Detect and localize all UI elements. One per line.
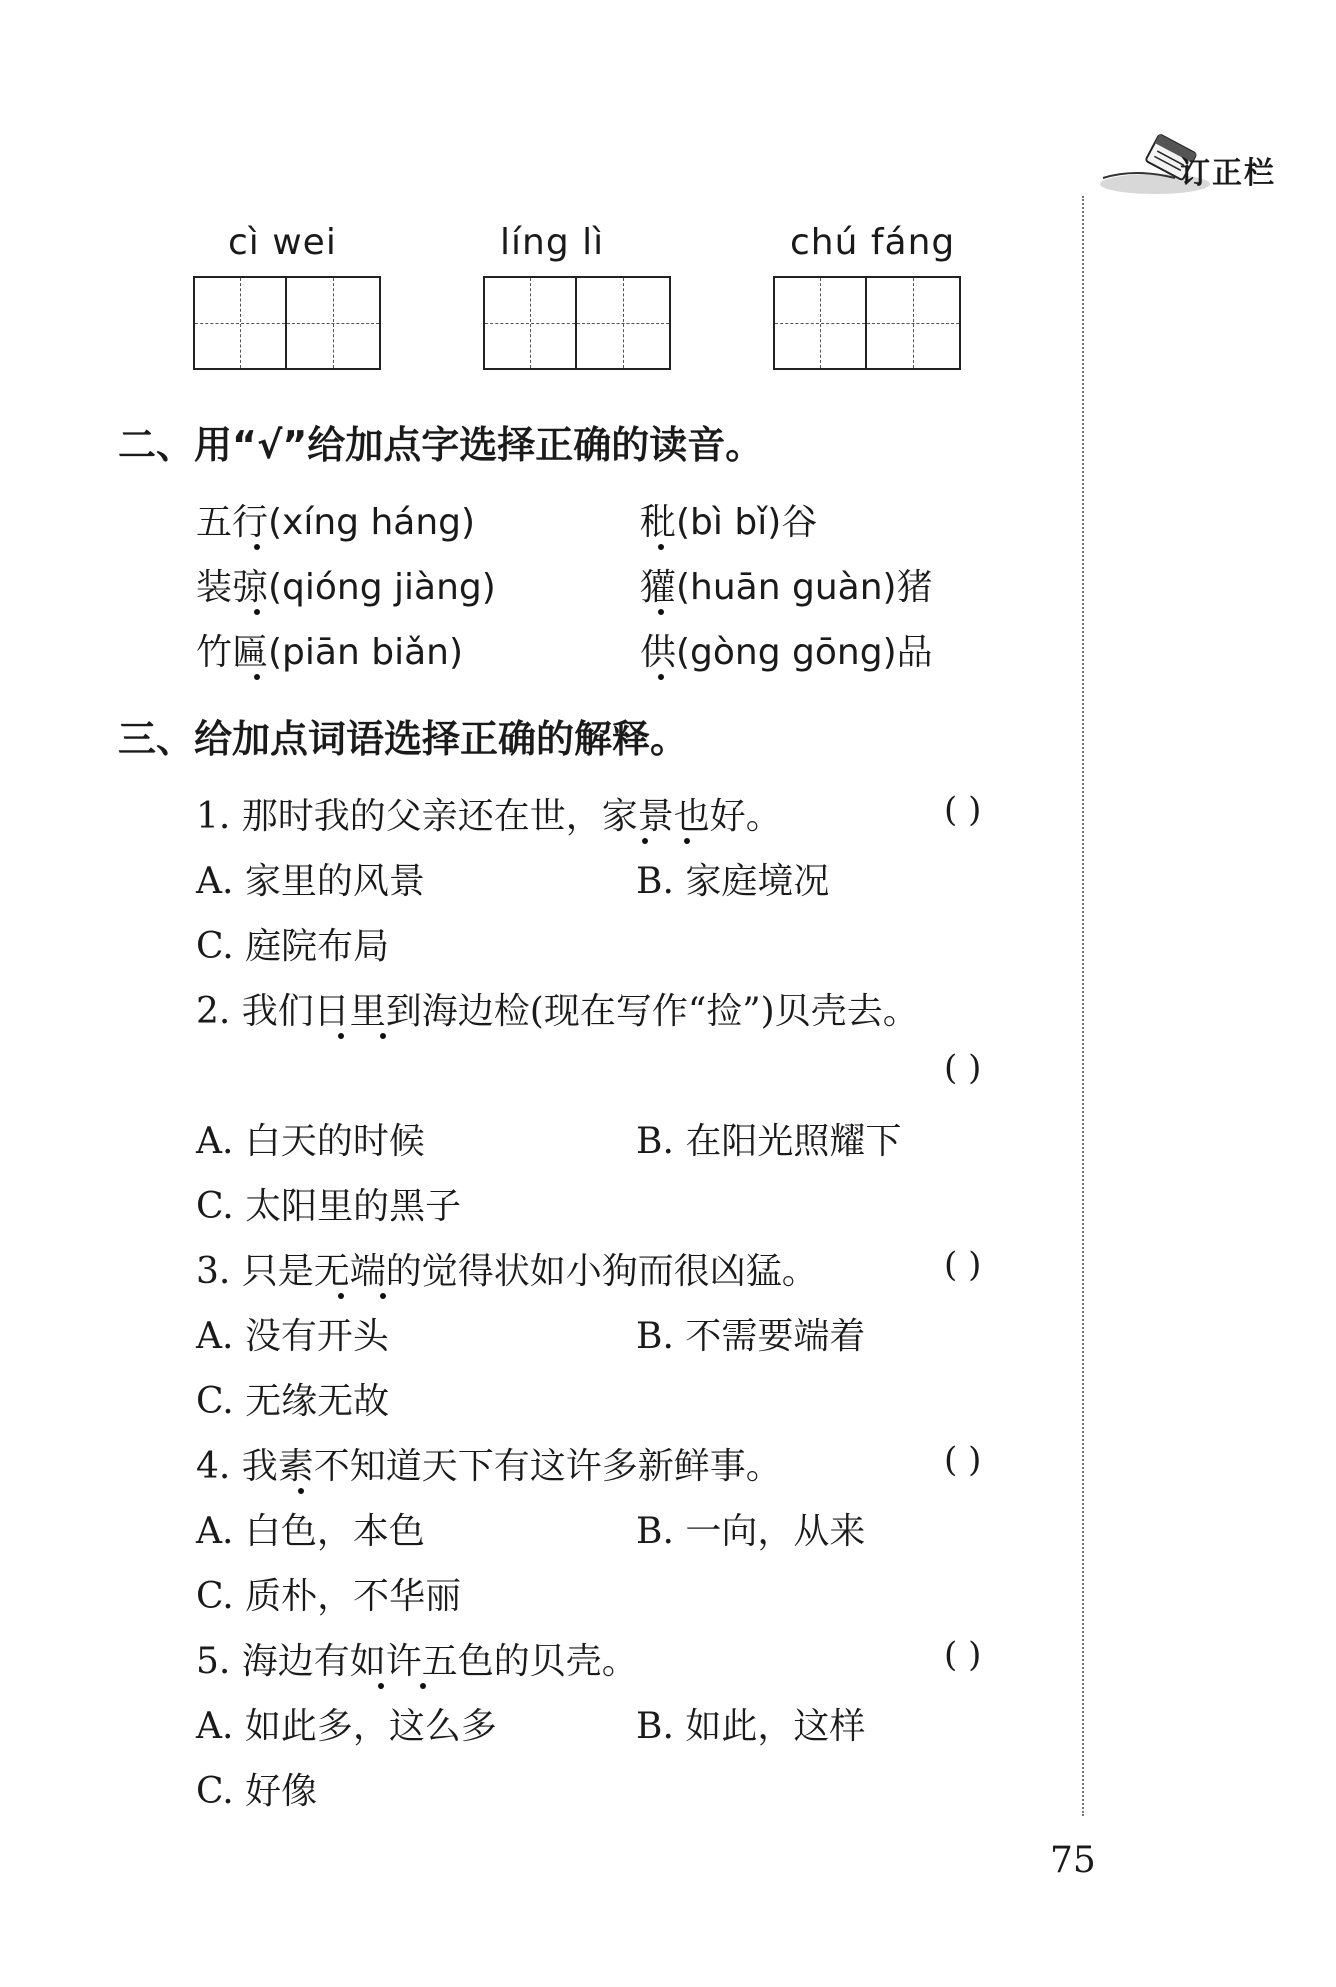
emphasis-dot [254,609,260,615]
reading-item[interactable]: 秕(bì bǐ)谷 [640,502,818,543]
option-c[interactable]: C. 好像 [196,1771,318,1812]
emphasis-dot [658,544,664,550]
emphasis-dot [338,1293,344,1299]
pinyin-label: cì wei [228,222,337,263]
reading-item[interactable]: 獾(huān guàn)猪 [640,567,933,608]
option-b[interactable]: B. 一向，从来 [636,1511,866,1552]
option-c[interactable]: C. 庭院布局 [196,926,390,967]
emphasis-dot [642,838,648,844]
question-text: 1. 那时我的父亲还在世，家景也好。 [196,796,782,837]
emphasis-dot [378,1683,384,1689]
question-text: 3. 只是无端的觉得状如小狗而很凶猛。 [196,1251,818,1292]
reading-item[interactable]: 五行(xíng háng) [196,502,476,543]
emphasis-dot [254,544,260,550]
option-a[interactable]: A. 白天的时候 [196,1121,425,1162]
page-number: 75 [1050,1840,1096,1881]
emphasis-dot [338,1033,344,1039]
emphasis-dot [684,838,690,844]
section-heading: 三、给加点词语选择正确的解释。 [118,717,689,761]
option-c[interactable]: C. 太阳里的黑子 [196,1186,462,1227]
emphasis-dot [380,1033,386,1039]
section-heading: 二、用“√”给加点字选择正确的读音。 [118,423,764,467]
option-c[interactable]: C. 无缘无故 [196,1381,390,1422]
option-c[interactable]: C. 质朴，不华丽 [196,1576,462,1617]
answer-blank[interactable]: ( ) [944,790,982,830]
reading-item[interactable]: 竹匾(piān biǎn) [196,632,463,673]
writing-grid-box[interactable] [193,276,381,370]
emphasis-dot [380,1293,386,1299]
emphasis-dot [658,609,664,615]
pinyin-label: chú fáng [790,222,956,263]
margin-divider [1082,196,1084,1816]
answer-blank[interactable]: ( ) [944,1635,982,1675]
option-a[interactable]: A. 家里的风景 [196,861,425,902]
emphasis-dot [658,674,664,680]
correction-label: 订正栏 [1180,156,1276,191]
emphasis-dot [298,1488,304,1494]
reading-item[interactable]: 装弶(qióng jiàng) [196,567,496,608]
writing-grid-box[interactable] [773,276,961,370]
answer-blank[interactable]: ( ) [944,1440,982,1480]
answer-blank[interactable]: ( ) [944,1048,982,1088]
option-a[interactable]: A. 没有开头 [196,1316,389,1357]
option-b[interactable]: B. 在阳光照耀下 [636,1121,902,1162]
answer-blank[interactable]: ( ) [944,1245,982,1285]
question-text: 2. 我们日里到海边检(现在写作“捡”)贝壳去。 [196,991,919,1032]
option-a[interactable]: A. 如此多，这么多 [196,1706,497,1747]
pinyin-label: líng lì [500,222,605,263]
question-text: 4. 我素不知道天下有这许多新鲜事。 [196,1446,782,1487]
emphasis-dot [420,1683,426,1689]
option-a[interactable]: A. 白色，本色 [196,1511,425,1552]
option-b[interactable]: B. 不需要端着 [636,1316,866,1357]
option-b[interactable]: B. 如此，这样 [636,1706,866,1747]
emphasis-dot [254,674,260,680]
reading-item[interactable]: 供(gòng gōng)品 [640,632,933,673]
writing-grid-box[interactable] [483,276,671,370]
option-b[interactable]: B. 家庭境况 [636,861,830,902]
question-text: 5. 海边有如许五色的贝壳。 [196,1641,638,1682]
